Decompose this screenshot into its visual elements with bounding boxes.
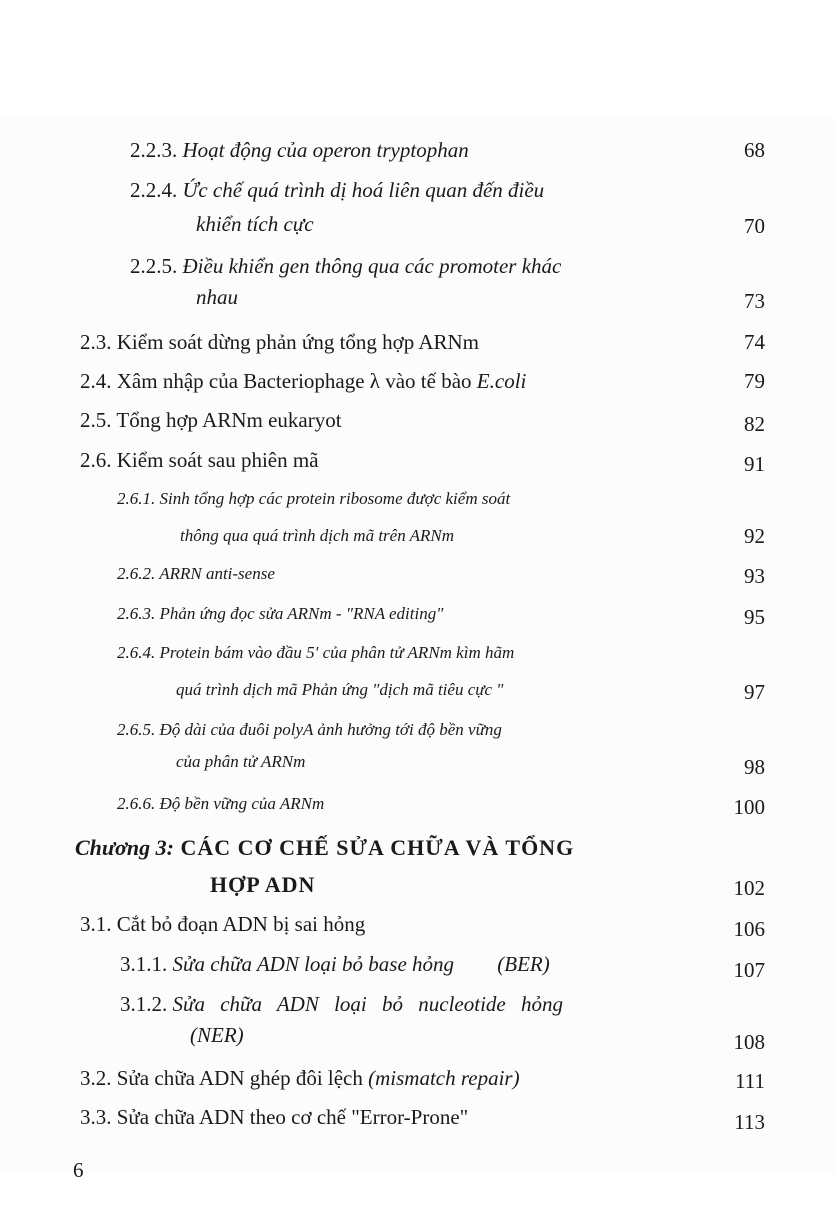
entry-title: Kiểm soát sau phiên mã [116, 448, 319, 472]
entry-title-continued: (NER) [190, 1023, 244, 1047]
toc-entry-3-1-2 [120, 992, 563, 1017]
entry-page: 108 [733, 1030, 765, 1054]
chapter-label: Chương 3: [75, 835, 174, 860]
entry-number: 2.6.2. [117, 564, 156, 583]
entry-number: 3.1.2. [120, 992, 168, 1016]
entry-number: 3.1.1. [120, 952, 168, 976]
entry-number: 2.3. [80, 330, 112, 354]
entry-title-continued: thông qua quá trình dịch mã trên ARNm [180, 526, 455, 545]
entry-number: 3.2. [80, 1066, 112, 1090]
entry-page: 70 [744, 214, 765, 238]
entry-title: Kiểm soát dừng phản ứng tổng hợp ARNm [116, 330, 480, 354]
entry-page: 91 [744, 452, 765, 476]
entry-number: 2.2.5. [130, 254, 178, 278]
entry-title: Protein bám vào đầu 5' của phân tử ARNm kìm hãm [159, 643, 515, 662]
entry-number: 2.6.1. [117, 489, 156, 508]
entry-page: 107 [733, 958, 765, 982]
entry-page: 98 [744, 755, 765, 779]
entry-title-continued: quá trình dịch mã Phản ứng "dịch mã tiêu cực " [176, 680, 504, 699]
entry-page: 106 [733, 917, 765, 941]
toc-entry-3-3 [80, 1105, 468, 1130]
entry-number: 2.6. [80, 448, 112, 472]
entry-page: 93 [744, 564, 765, 588]
entry-page: 100 [733, 795, 765, 819]
entry-page: 79 [744, 369, 765, 393]
entry-title: Độ dài của đuôi polyA ảnh hưởng tới độ bền vững [159, 720, 502, 739]
entry-number: 2.6.3. [117, 604, 156, 623]
entry-page: 82 [744, 412, 765, 436]
entry-number: 3.1. [80, 912, 112, 936]
entry-title: Điều khiển gen thông qua các promoter khác [182, 254, 562, 278]
entry-page: 111 [735, 1069, 765, 1093]
toc-entry-2-6-5 [117, 720, 502, 740]
entry-number: 2.2.3. [130, 138, 178, 162]
entry-title: Độ bền vững của ARNm [159, 794, 325, 813]
entry-number: 2.4. [80, 369, 112, 393]
entry-page: 68 [744, 138, 765, 162]
toc-entry-2-3 [80, 330, 479, 355]
entry-title: Sửa chữa ADN loại bỏ nucleotide hỏng [172, 992, 563, 1016]
entry-page: 95 [744, 605, 765, 629]
entry-title: Tổng hợp ARNm eukaryot [116, 408, 342, 432]
entry-number: 2.6.4. [117, 643, 156, 662]
entry-title-continued: nhau [196, 285, 238, 309]
entry-title: ARRN anti-sense [159, 564, 275, 583]
entry-title-continued: khiển tích cực [196, 212, 314, 236]
entry-title: Xâm nhập của Bacteriophage λ vào tế bào [116, 369, 472, 393]
toc-entry-2-6-6 [117, 794, 324, 814]
toc-entry-2-4 [80, 369, 526, 394]
entry-page: 73 [744, 289, 765, 313]
toc-entry-3-2 [80, 1066, 520, 1091]
entry-number: 2.6.6. [117, 794, 156, 813]
entry-page: 74 [744, 330, 765, 354]
entry-title-italic: (mismatch repair) [368, 1066, 520, 1090]
toc-entry-2-6-2 [117, 564, 275, 584]
toc-entry-2-2-5 [130, 254, 561, 279]
toc-entry-2-5 [80, 408, 342, 433]
entry-title-italic: E.coli [476, 369, 527, 393]
entry-page: 102 [733, 876, 765, 900]
entry-page: 113 [734, 1110, 765, 1134]
page-number: 6 [73, 1158, 84, 1182]
toc-entry-2-2-4 [130, 178, 544, 203]
toc-entry-2-2-3 [130, 138, 469, 163]
entry-page: 97 [744, 680, 765, 704]
entry-title: Sinh tổng hợp các protein ribosome được kiểm soát [159, 489, 511, 508]
toc-entry-2-6-1 [117, 489, 510, 509]
toc-entry-2-6-4 [117, 643, 514, 663]
toc-entry-3-1-1 [120, 952, 550, 977]
entry-abbr: (BER) [497, 952, 550, 976]
toc-entry-3-1 [80, 912, 365, 937]
entry-number: 2.6.5. [117, 720, 156, 739]
entry-title: Sửa chữa ADN ghép đôi lệch [116, 1066, 363, 1090]
entry-title: Ức chế quá trình dị hoá liên quan đến điều [182, 178, 545, 202]
chapter-title-continued: HỢP ADN [210, 872, 316, 897]
chapter-title: CÁC CƠ CHẾ SỬA CHỮA VÀ TỔNG [180, 835, 575, 860]
chapter-3-heading [75, 835, 574, 861]
entry-title: Hoạt động của operon tryptophan [182, 138, 469, 162]
entry-number: 3.3. [80, 1105, 112, 1129]
entry-title: Cắt bỏ đoạn ADN bị sai hỏng [116, 912, 366, 936]
entry-title: Sửa chữa ADN theo cơ chế "Error-Prone" [116, 1105, 469, 1129]
entry-title: Sửa chữa ADN loại bỏ base hỏng [172, 952, 455, 976]
entry-number: 2.5. [80, 408, 112, 432]
entry-title: Phản ứng đọc sửa ARNm - "RNA editing" [159, 604, 444, 623]
entry-page: 92 [744, 524, 765, 548]
toc-entry-2-6 [80, 448, 319, 473]
entry-title-continued: của phân tử ARNm [176, 752, 306, 771]
entry-number: 2.2.4. [130, 178, 178, 202]
toc-entry-2-6-3 [117, 604, 443, 624]
